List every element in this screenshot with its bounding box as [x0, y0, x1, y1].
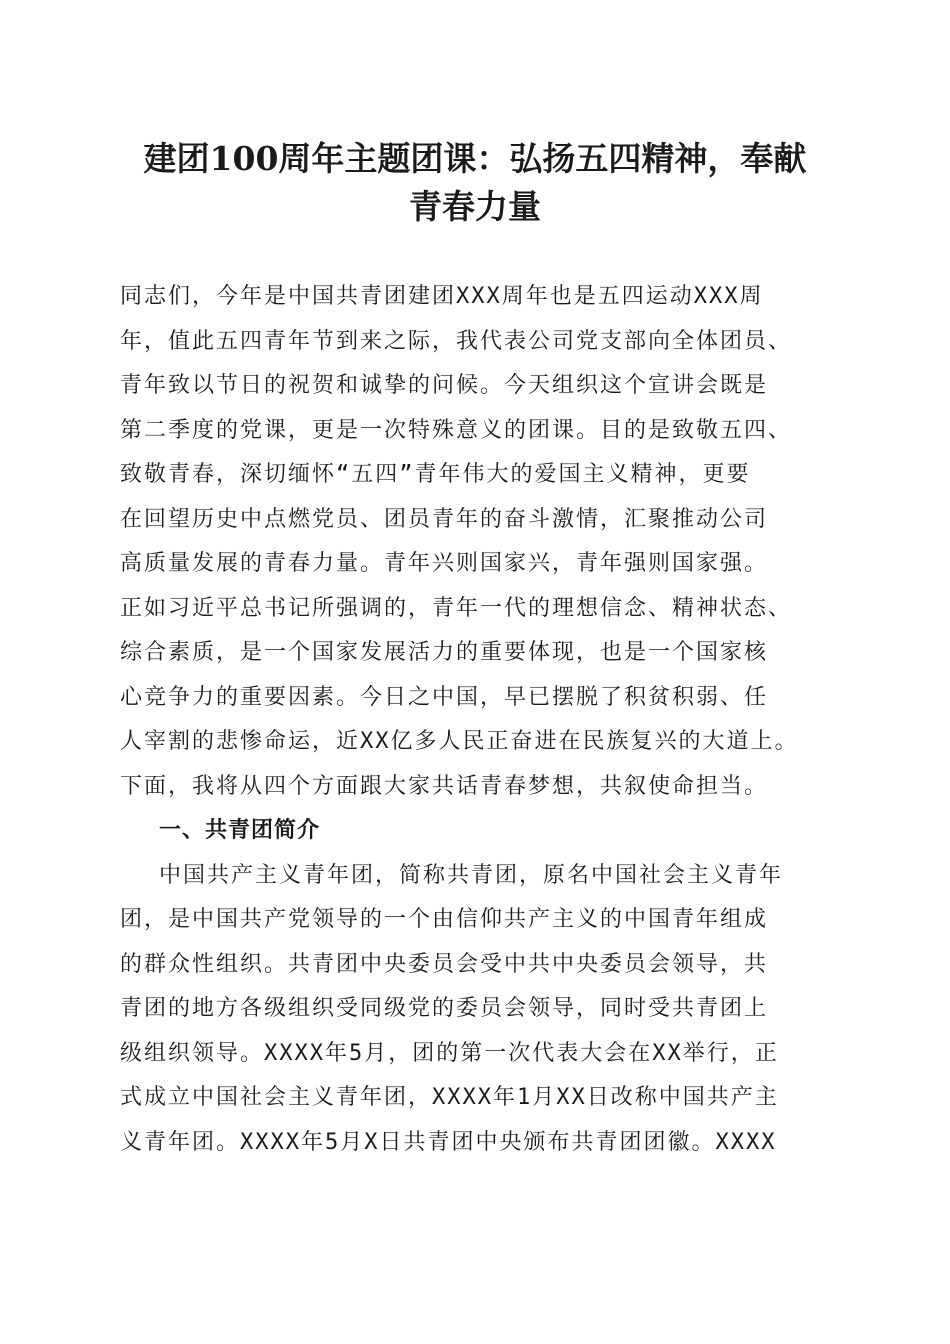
paragraph-1-line: 青年致以节日的祝贺和诚挚的问候。今天组织这个宣讲会既是: [120, 373, 769, 398]
paragraph-1-line: 心竞争力的重要因素。今日之中国，早已摆脱了积贫积弱、任: [120, 685, 769, 710]
paragraph-1-line: 在回望历史中点燃党员、团员青年的奋斗激情，汇聚推动公司: [120, 507, 769, 532]
document-title-line-1: 建团100周年主题团课：弘扬五四精神，奉献: [143, 139, 807, 178]
paragraph-1-line: 年，值此五四青年节到来之际，我代表公司党支部向全体团员、: [120, 329, 793, 354]
paragraph-1-line: 综合素质，是一个国家发展活力的重要体现，也是一个国家核: [120, 640, 769, 665]
paragraph-2-line: 义青年团。XXXX年5月X日共青团中央颁布共青团团徽。XXXX: [120, 1130, 777, 1155]
paragraph-2-line: 式成立中国社会主义青年团，XXXX年1月XX日改称中国共产主: [120, 1085, 779, 1110]
paragraph-2-line: 团，是中国共产党领导的一个由信仰共产主义的中国青年组成: [120, 907, 769, 932]
paragraph-2-line: 中国共产主义青年团，简称共青团，原名中国社会主义青年: [159, 863, 784, 888]
paragraph-1-line: 正如习近平总书记所强调的，青年一代的理想信念、精神状态、: [120, 596, 793, 621]
paragraph-1-line: 第二季度的党课，更是一次特殊意义的团课。目的是致敬五四、: [120, 418, 793, 443]
paragraph-1-line: 下面，我将从四个方面跟大家共话青春梦想，共叙使命担当。: [120, 774, 769, 799]
paragraph-2-line: 青团的地方各级组织受同级党的委员会领导，同时受共青团上: [120, 996, 769, 1021]
paragraph-2-line: 的群众性组织。共青团中央委员会受中共中央委员会领导，共: [120, 952, 769, 977]
document-title-line-2: 青春力量: [409, 187, 541, 226]
section-heading-intro: 一、共青团简介: [159, 818, 321, 843]
paragraph-1-line: 致敬青春，深切缅怀“五四”青年伟大的爱国主义精神，更要: [120, 462, 751, 487]
paragraph-1-line: 高质量发展的青春力量。青年兴则国家兴，青年强则国家强。: [120, 551, 769, 576]
paragraph-1-line: 同志们，今年是中国共青团建团XXX周年也是五四运动XXX周: [120, 284, 764, 309]
paragraph-2-line: 级组织领导。XXXX年5月，团的第一次代表大会在XX举行，正: [120, 1041, 779, 1066]
paragraph-1-line: 人宰割的悲惨命运，近XX亿多人民正奋进在民族复兴的大道上。: [120, 729, 799, 754]
